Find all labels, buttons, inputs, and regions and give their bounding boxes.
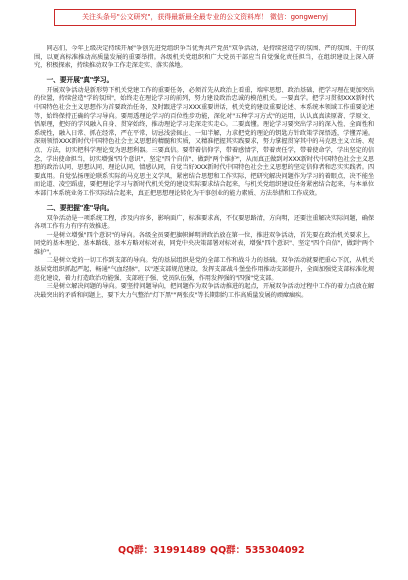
qq-group-2: QQ群：535304092: [210, 545, 305, 556]
section-2-paragraph: 二是树立党的一切工作到支部的导向。党的基层组织是党的全部工作和战斗力的基础。双争活动就要把重心下沉，从机关基层党组织抓起严起，畅通"气血经脉"，以"逐支部规范建设，发挥支部战斗堡垒作用推动支部提升，全面加强党支部标准化规范化建设，着力打造政治功能强、支部班子强、党员队伍强，作用发挥强的"四强"党支部。: [34, 257, 374, 282]
document-body: [34, 45, 374, 533]
promo-banner: 关注头条号"公文研究"，获得最新最全最专业的公文资料库！ 微信：gongwenyj: [54, 9, 356, 26]
section-heading-1: 一、要开展"真"学习。: [46, 75, 114, 84]
footer-contacts: [0, 542, 408, 556]
section-2-paragraph: 三是树立解决问题的导向。要坚持问题导向，把问题作为双争活动推进的起点，开展双争活动过程中工作的着力点放在解决最突出的矛盾和问题上，要下大力气整治"灯下黑""两张皮"等长期制约工作高质量发展的顽瘴痼疾。: [34, 283, 374, 299]
intro-paragraph: 同志们，今年上级决定持续开展"争创先进党组织争当优秀共产党员"双争活动，是持续营造学的氛围、严的氛围、干的氛围，以更高标准推动高质量发展的重要举措。各级机关党组织和广大党员干部应当自觉强化责任担当，在组织建设上深入研究，积极探索，持续推动双争工作走深走实、落实落地。: [34, 45, 374, 70]
section-2-paragraph: 双争活动是一项系统工程，涉及内容多，影响面广，标准要求高，不仅要思路清，方向明，还要注重解决实际问题，确保各项工作有力有序有效推进。: [34, 214, 374, 231]
section-2-paragraph: 一是树立增强"四个意识"的导向。各级全员要把旗帜鲜明讲政治放在第一位，推进双争活动，首先要在政治机关要求上，同党的基本理论、基本路线、基本方略对标对表，同党中央决策部署对标对表，增强"四个意识"、坚定"四个自信"，做到"两个维护"。: [34, 231, 374, 256]
qq-group-1: QQ群：31991489: [118, 545, 207, 556]
section-1-paragraph: 开展双争活动是新形势下机关党建工作的重要任务，必须首先从政治上看重，端牢思想、政治基础，把学习理在更加突出的位置，持续营造"学的氛围"，始终走在理论学习的前列，努力建设政治忠诚的模范机关。一要真学。把学习贯彻XXX新时代中国特色社会主义思想作为首要政治任务，及时跟进学习XXX重要讲话，机关党的建设重要论述、本系统本领域工作重要论述等，始终保持正确的学习导向。要用透理论学习的百位性步功能，深化对"五种学习方式"的运用，认认真真读原著、学原文、悟原理，把好的学风融入自身、贯穿始终，推动理论学习走深走实走心。二要真懂。理论学习要突出学习的深入性、全面性和系统性，融入日常、抓在经常，严在平常，切忌浅尝辄止、一知半解，力求把党的理论的钥匙方针政策学深悟透，学懂弄通。深刻领悟XXX新时代中国特色社会主义思想的精髓和实质，又精准把握其实践要求，努力掌握贯穿其中的马克思主义立场、观点、方法，切实把科学理论变为思想利器。三要真信。要带着信仰学，带着感情学，带着责任学，带着使命学，学出坚定的信念，学出使命担当，切实增强"四个意识"、坚定"四个自信"、做到"两个维护"，从而真正做到对XXX新时代中国特色社会主义思想的政治认同、思想认同、理论认同，情感认同，自觉当好XXX新时代中国特色社会主义思想的坚定信仰者和忠实实践者。四要真用。自觉弘扬理论联系实际的马克思主义学风，紧密结合思想和工作实际，把研究解决问题作为学习的着眼点，决不能坐而论道、凌空蹈虚，要把理论学习与新时代机关党的建设实际要求结合起来，与机关党组织建设任务紧密结合起来，与本单位本部门本系统业务工作实际结合起来，真正把思想理论转化为干事创业的能力素质、方法举措和工作成效。: [34, 86, 374, 197]
section-heading-2: 二、要把握"准"导向。: [46, 203, 114, 212]
